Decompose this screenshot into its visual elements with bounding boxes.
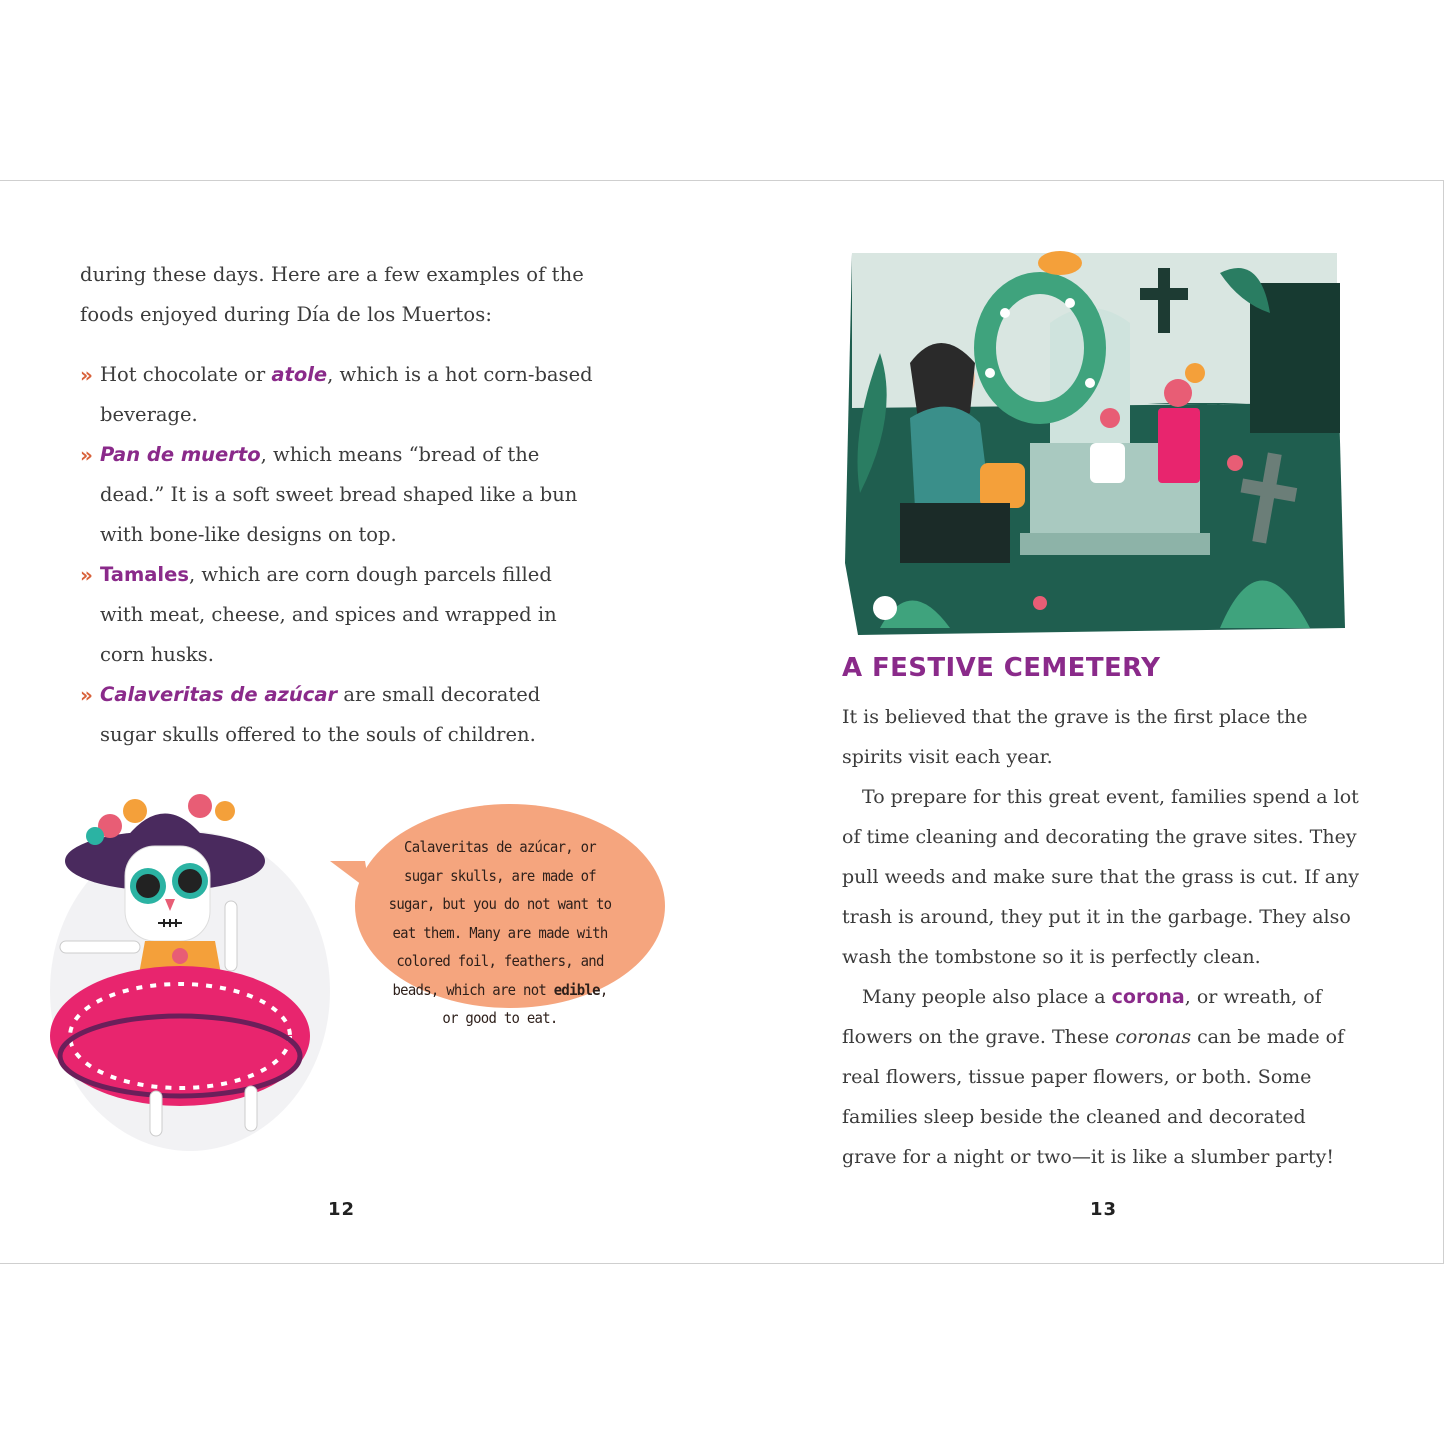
bubble-text-part: Calaveritas de azúcar, or sugar skulls, are made of sugar, but you do not want to eat them. Many are made with colored foil, feathers, and beads, which are not [388, 838, 612, 999]
paragraph: It is believed that the grave is the first place the spirits visit each year. [842, 706, 1308, 768]
intro-paragraph: during these days. Here are a few examples of the foods enjoyed during Día de los Muertos: [80, 263, 584, 326]
chevron-icon: » [80, 683, 93, 707]
cemetery-illustration [840, 233, 1350, 638]
page-number-right: 13 [1090, 1199, 1118, 1220]
item-text: , which means “bread of the dead.” It is a soft sweet bread shaped like a bun with bone-like designs on top. [100, 443, 578, 546]
bubble-text-part: , or good to eat. [442, 980, 608, 1027]
paragraph [842, 977, 1362, 1177]
section-heading: A FESTIVE CEMETERY [842, 653, 1161, 683]
item-text: , which is a hot corn-based beverage. [100, 363, 593, 426]
item-text: Hot chocolate or [100, 363, 272, 386]
skeleton-dancer-illustration [40, 781, 340, 1161]
chevron-icon: » [80, 363, 93, 387]
book-spread [0, 180, 1444, 1264]
term-coronas: coronas [1115, 1026, 1192, 1048]
bubble-bold-edible: edible [553, 980, 600, 999]
page-number-left: 12 [328, 1199, 356, 1220]
paragraph-text: can be made of real flowers, tissue paper flowers, or both. Some families sleep beside the cleaned and decorated grave for a night or two—it is like a slumber party! [842, 1026, 1345, 1168]
term-pan-de-muerto: Pan de muerto [100, 443, 261, 466]
term-tamales: Tamales [100, 563, 189, 586]
item-text: , which are corn dough parcels filled with meat, cheese, and spices and wrapped in corn husks. [100, 563, 557, 666]
list-item [80, 555, 600, 675]
term-atole: atole [271, 363, 328, 386]
term-corona: corona [1111, 986, 1185, 1008]
list-item [80, 435, 600, 555]
paragraph: To prepare for this great event, families spend a lot of time cleaning and decorating the grave sites. They pull weeds and make sure that the grass is cut. If any trash is around, they put it in the garbage. They also wash the tombstone so it is perfectly clean. [842, 786, 1360, 968]
paragraph-text: , or wreath, of flowers on the grave. These [842, 986, 1322, 1048]
page-right [722, 181, 1444, 1263]
chevron-icon: » [80, 563, 93, 587]
paragraph-text: Many people also place a [862, 986, 1112, 1008]
bubble-text [388, 833, 613, 1033]
food-list [80, 355, 600, 755]
term-calaveritas: Calaveritas de azúcar [100, 683, 338, 706]
list-item [80, 355, 600, 435]
right-body-text [842, 697, 1362, 1177]
chevron-icon: » [80, 443, 93, 467]
page-left [0, 181, 722, 1263]
item-text: are small decorated sugar skulls offered to the souls of children. [100, 683, 541, 746]
list-item [80, 675, 600, 755]
